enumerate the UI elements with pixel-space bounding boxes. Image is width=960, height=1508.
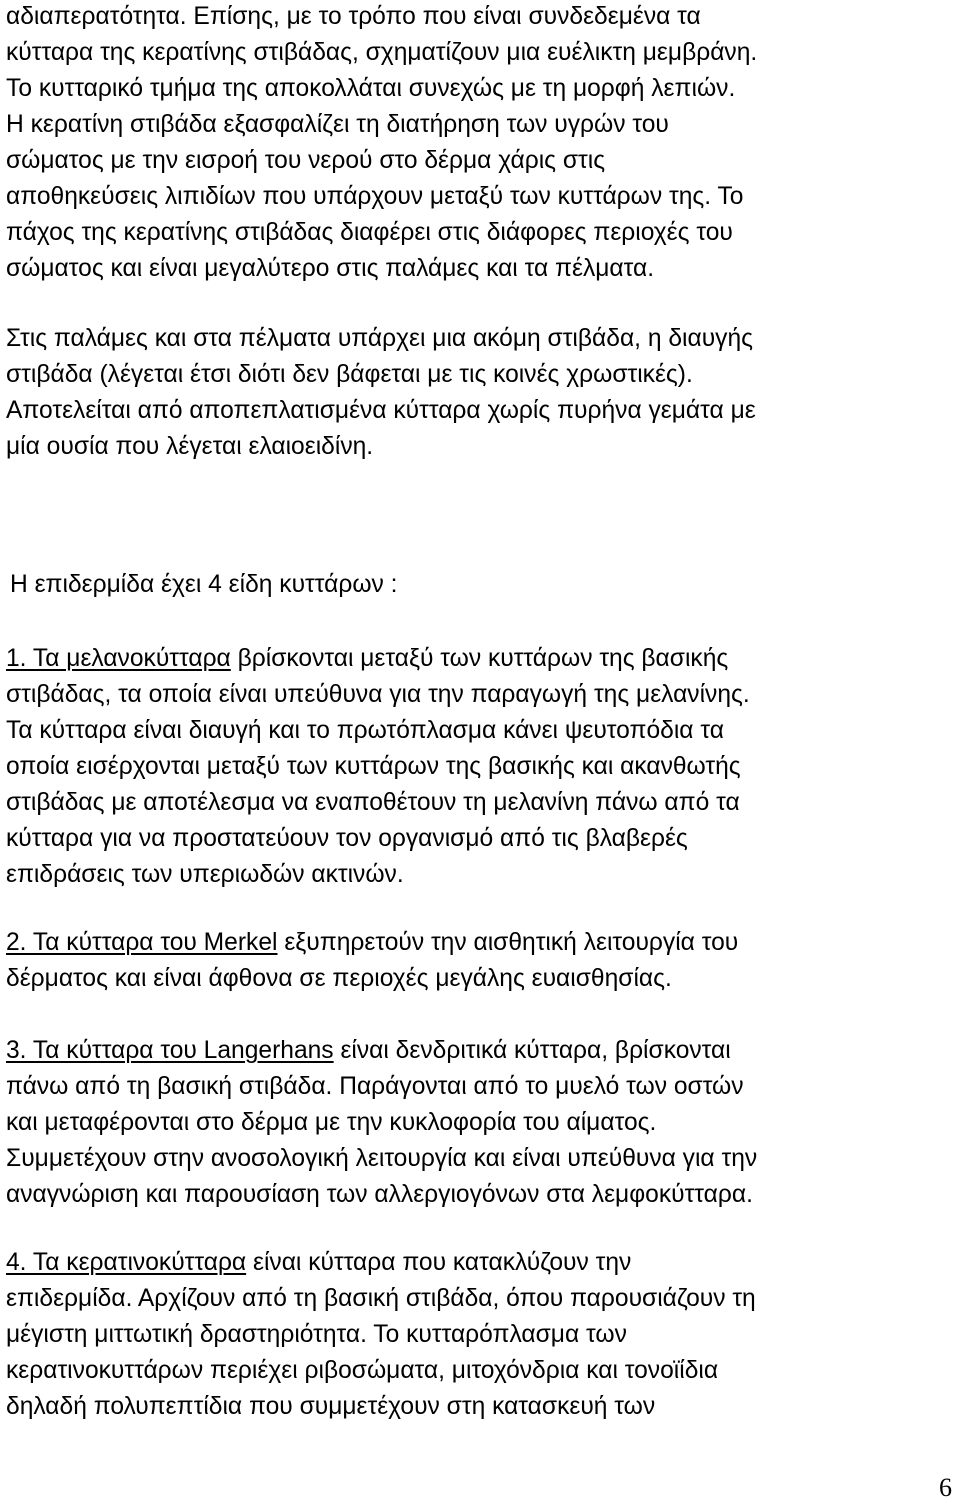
- text-line: μέγιστη μιττωτική δραστηριότητα. Το κυτταρόπλασμα των: [6, 1321, 627, 1348]
- text-line: επιδερμίδα. Αρχίζουν από τη βασική στιβάδα, όπου παρουσιάζουν τη: [6, 1285, 756, 1312]
- intro-paragraph: [6, 0, 757, 287]
- text-line: σώματος με την εισροή του νερού στο δέρμα χάρις στις: [6, 147, 606, 174]
- section-keratinocytes: [6, 1245, 756, 1425]
- text-line: κύτταρα της κερατίνης στιβάδας, σχηματίζουν μια ευέλικτη μεμβράνη.: [6, 39, 758, 66]
- lucidum-paragraph: [6, 321, 756, 465]
- section-text: είναι κύτταρα που κατακλύζουν την: [246, 1249, 632, 1276]
- section-merkel: [6, 925, 738, 997]
- section-langerhans: [6, 1033, 757, 1213]
- text-line: επιδράσεις των υπεριωδών ακτινών.: [6, 861, 404, 888]
- section-melanocytes: [6, 641, 750, 893]
- cell-types-heading: Η επιδερμίδα έχει 4 είδη κυττάρων :: [10, 571, 398, 598]
- section-text: είναι δενδριτικά κύτταρα, βρίσκονται: [333, 1037, 731, 1064]
- section-title-langerhans: 3. Τα κύτταρα του Langerhans: [6, 1037, 334, 1064]
- section-text: εξυπηρετούν την αισθητική λειτουργία του: [277, 929, 739, 956]
- text-line: [6, 925, 738, 961]
- text-line: μία ουσία που λέγεται ελαιοειδίνη.: [6, 433, 374, 460]
- text-line: πάχος της κερατίνης στιβάδας διαφέρει στις διάφορες περιοχές του: [6, 219, 733, 246]
- text-line: Η κερατίνη στιβάδα εξασφαλίζει τη διατήρηση των υγρών του: [6, 111, 669, 138]
- text-line: Το κυτταρικό τμήμα της αποκολλάται συνεχώς με τη μορφή λεπιών.: [6, 75, 736, 102]
- text-line: κερατινοκυττάρων περιέχει ριβοσώματα, μιτοχόνδρια και τονοϊίδια: [6, 1357, 719, 1384]
- text-line: κύτταρα για να προστατεύουν τον οργανισμό από τις βλαβερές: [6, 825, 688, 852]
- section-title-melanocytes: 1. Τα μελανοκύτταρα: [6, 645, 231, 672]
- section-title-keratinocytes: 4. Τα κερατινοκύτταρα: [6, 1249, 247, 1276]
- text-line: Αποτελείται από αποπεπλατισμένα κύτταρα χωρίς πυρήνα γεμάτα με: [6, 397, 756, 424]
- text-line: αδιαπερατότητα. Επίσης, με το τρόπο που είναι συνδεδεμένα τα: [6, 3, 701, 30]
- text-line: στιβάδας με αποτέλεσμα να εναποθέτουν τη μελανίνη πάνω από τα: [6, 789, 740, 816]
- text-line: δηλαδή πολυπεπτίδια που συμμετέχουν στη κατασκευή των: [6, 1393, 656, 1420]
- text-line: στιβάδα (λέγεται έτσι διότι δεν βάφεται με τις κοινές χρωστικές).: [6, 361, 693, 388]
- page-number: 6: [939, 1473, 952, 1502]
- text-line: πάνω από τη βασική στιβάδα. Παράγονται από το μυελό των οστών: [6, 1073, 744, 1100]
- text-line: [6, 1033, 757, 1069]
- text-line: σώματος και είναι μεγαλύτερο στις παλάμες και τα πέλματα.: [6, 255, 655, 282]
- text-line: Τα κύτταρα είναι διαυγή και το πρωτόπλασμα κάνει ψευτοπόδια τα: [6, 717, 724, 744]
- text-line: Συμμετέχουν στην ανοσολογική λειτουργία και είναι υπεύθυνα για την: [6, 1145, 758, 1172]
- text-line: αναγνώριση και παρουσίαση των αλλεργιογόνων στα λεμφοκύτταρα.: [6, 1181, 753, 1208]
- text-line: δέρματος και είναι άφθονα σε περιοχές μεγάλης ευαισθησίας.: [6, 965, 672, 992]
- text-line: Στις παλάμες και στα πέλματα υπάρχει μια ακόμη στιβάδα, η διαυγής: [6, 325, 753, 352]
- text-line: και μεταφέρονται στο δέρμα με την κυκλοφορία του αίματος.: [6, 1109, 657, 1136]
- text-line: [6, 1245, 756, 1281]
- section-title-merkel: 2. Τα κύτταρα του Merkel: [6, 929, 278, 956]
- section-text: βρίσκονται μεταξύ των κυττάρων της βασικής: [230, 645, 729, 672]
- text-line: αποθηκεύσεις λιπιδίων που υπάρχουν μεταξύ των κυττάρων της. Το: [6, 183, 744, 210]
- text-line: στιβάδας, τα οποία είναι υπεύθυνα για την παραγωγή της μελανίνης.: [6, 681, 750, 708]
- text-line: [6, 641, 750, 677]
- text-line: οποία εισέρχονται μεταξύ των κυττάρων της βασικής και ακανθωτής: [6, 753, 741, 780]
